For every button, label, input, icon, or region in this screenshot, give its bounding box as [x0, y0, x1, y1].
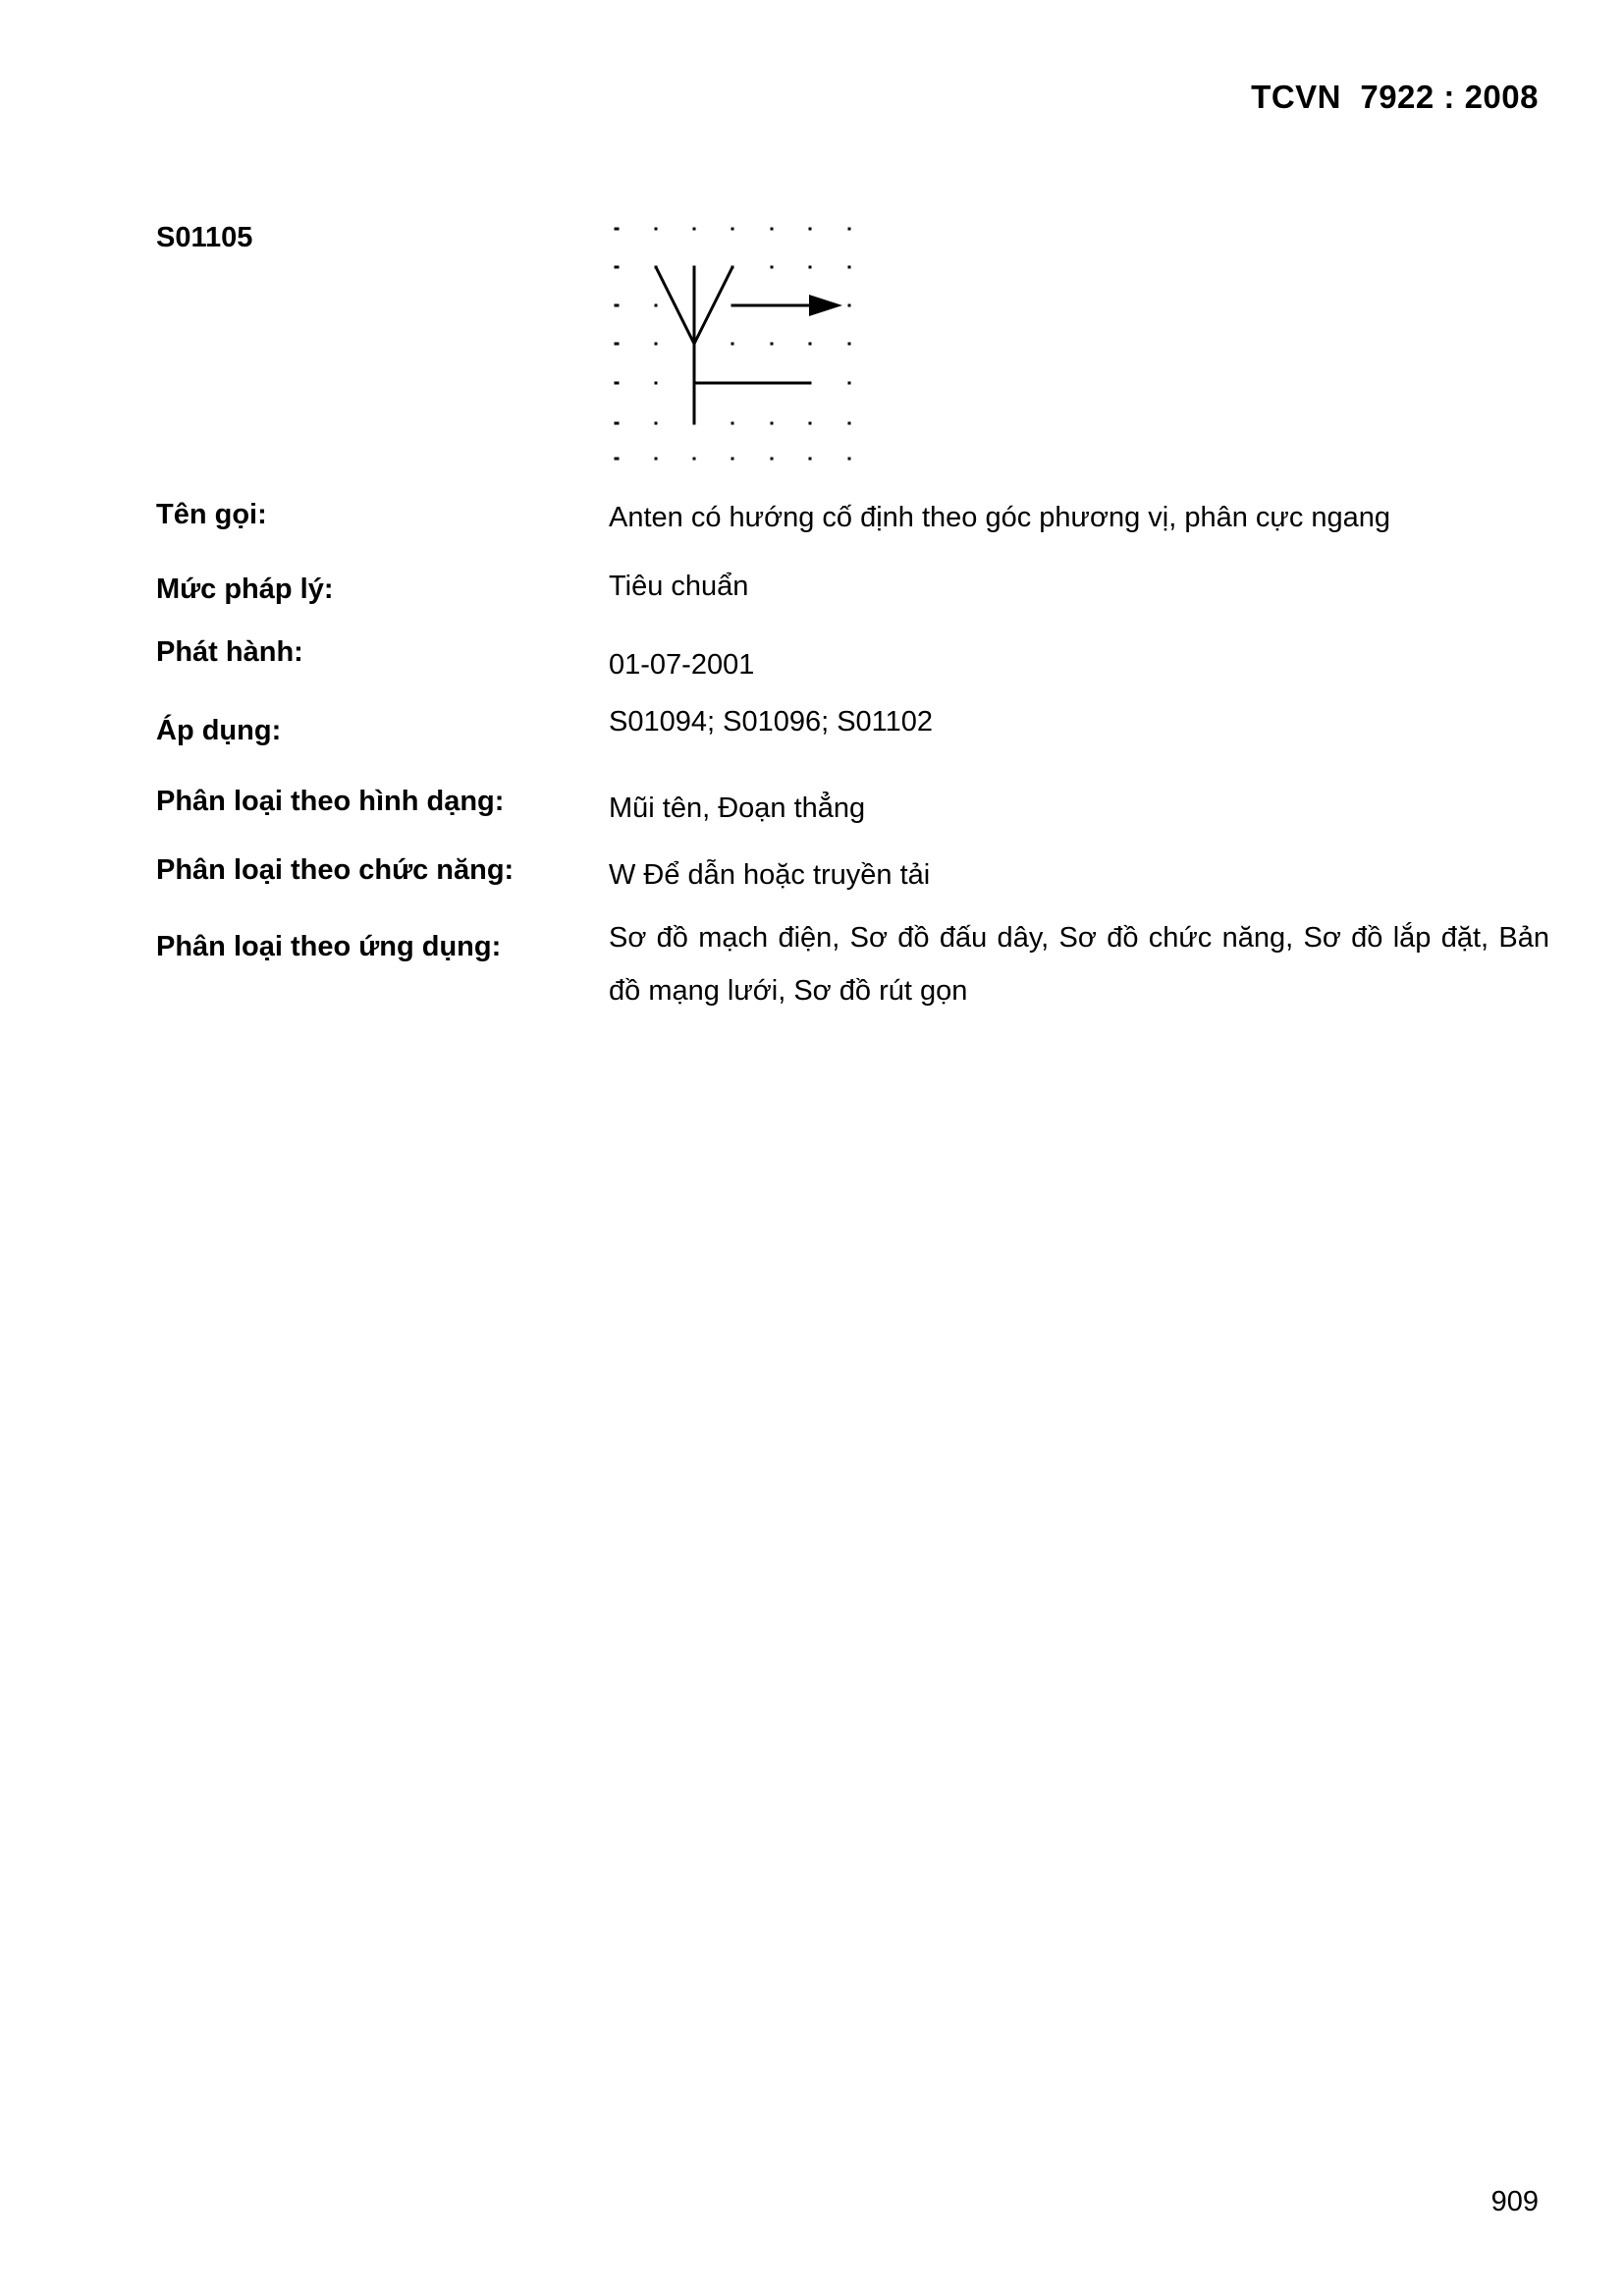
grid-dot — [809, 422, 812, 425]
grid-dot — [848, 228, 851, 231]
field-label: Áp dụng: — [156, 715, 282, 746]
grid-dot — [731, 422, 734, 425]
grid-dot — [809, 266, 812, 269]
grid-dot — [655, 458, 658, 461]
field-label: Mức pháp lý: — [156, 574, 334, 605]
field-value: Mũi tên, Đoạn thẳng — [609, 793, 866, 824]
field-value: S01094; S01096; S01102 — [609, 706, 934, 738]
grid-dot — [848, 304, 851, 307]
dot-grid — [615, 228, 851, 461]
grid-dot — [848, 458, 851, 461]
antenna-left-arm — [656, 267, 694, 344]
grid-dot — [848, 343, 851, 346]
field-label: Tên gọi: — [156, 499, 267, 530]
field-label: Phát hành: — [156, 636, 303, 668]
page-number: 909 — [1490, 2186, 1539, 2217]
grid-dot — [655, 343, 658, 346]
grid-dot — [655, 228, 658, 231]
grid-dot — [615, 422, 620, 425]
grid-dot — [731, 458, 734, 461]
grid-dot — [615, 458, 620, 461]
grid-dot — [771, 458, 774, 461]
grid-dot — [693, 458, 696, 461]
grid-dot — [731, 343, 734, 346]
grid-dot — [771, 228, 774, 231]
field-value: W Để dẫn hoặc truyền tải — [609, 859, 931, 891]
grid-dot — [615, 228, 620, 231]
grid-dot — [615, 382, 620, 385]
standard-code: TCVN 7922 : 2008 — [1251, 79, 1539, 115]
antenna-right-arm — [694, 267, 732, 344]
field-label: Phân loại theo chức năng: — [156, 854, 514, 886]
field-label: Phân loại theo hình dạng: — [156, 786, 505, 817]
grid-dot — [615, 266, 620, 269]
field-value: Tiêu chuẩn — [609, 571, 749, 602]
grid-dot — [615, 304, 620, 307]
field-value: 01-07-2001 — [609, 649, 755, 681]
field-value: Sơ đồ mạch điện, Sơ đồ đấu dây, Sơ đồ chức năng, Sơ đồ lắp đặt, Bản đồ mạng lưới, Sơ đồ rút gọn — [609, 922, 1549, 1007]
grid-dot — [848, 422, 851, 425]
grid-dot — [848, 266, 851, 269]
field-value: Anten có hướng cố định theo góc phương vị, phân cực ngang — [609, 502, 1391, 533]
grid-dot — [771, 266, 774, 269]
antenna-drawing — [656, 267, 815, 423]
grid-dot — [809, 458, 812, 461]
symbol-id: S01105 — [156, 222, 253, 253]
field-label: Phân loại theo ứng dụng: — [156, 931, 502, 962]
grid-dot — [693, 228, 696, 231]
grid-dot — [771, 422, 774, 425]
antenna-symbol-icon — [599, 211, 874, 476]
grid-dot — [655, 422, 658, 425]
grid-dot — [809, 343, 812, 346]
grid-dot — [731, 228, 734, 231]
arrowhead-icon — [809, 295, 842, 316]
grid-dot — [655, 382, 658, 385]
grid-dot — [655, 304, 658, 307]
grid-dot — [615, 343, 620, 346]
grid-dot — [848, 382, 851, 385]
grid-dot — [771, 343, 774, 346]
grid-dot — [809, 228, 812, 231]
